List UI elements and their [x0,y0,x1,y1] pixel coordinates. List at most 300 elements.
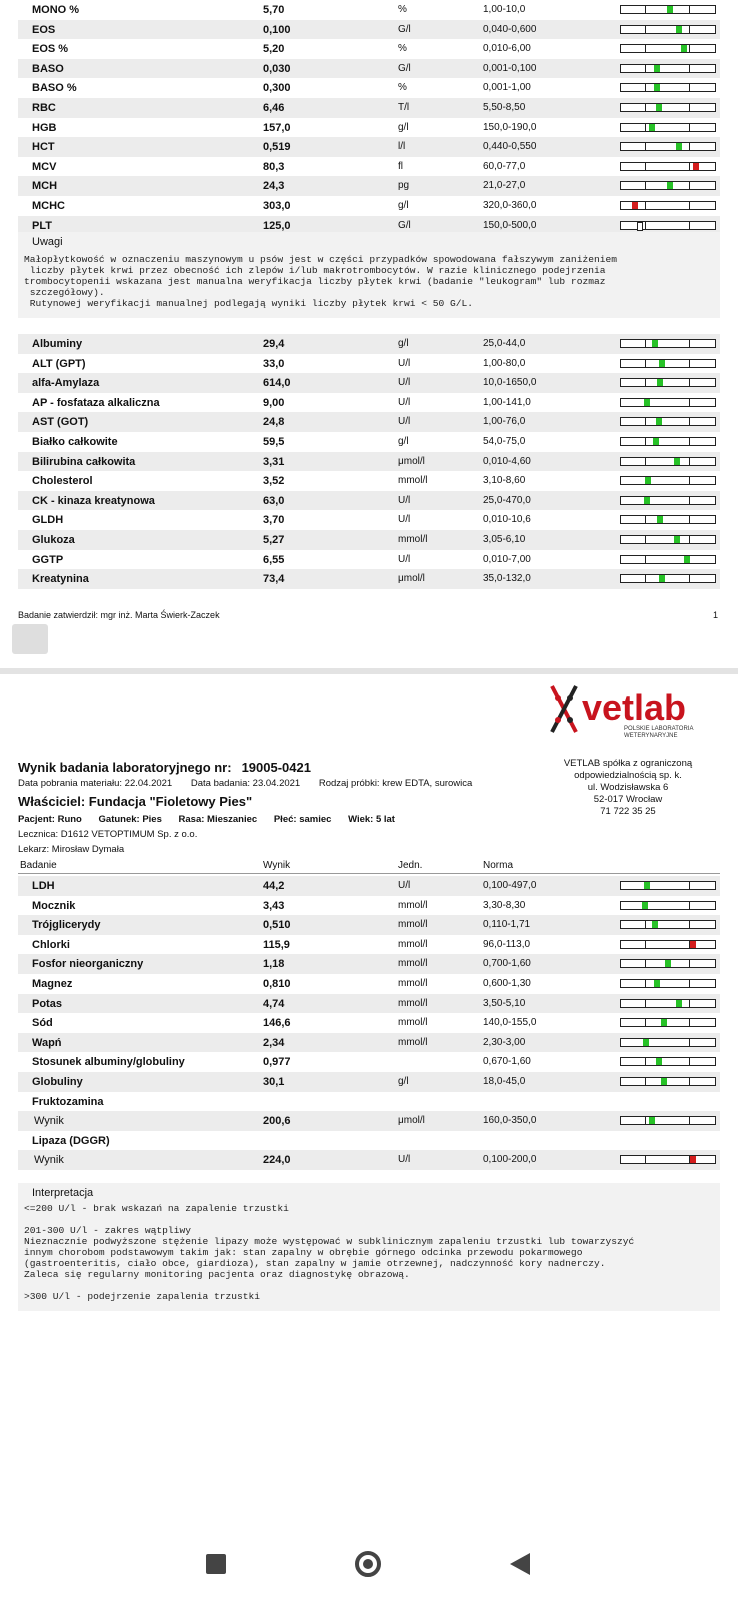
gauge-marker [652,921,658,928]
gauge-marker [690,1156,696,1163]
gauge-high-tick [689,980,690,987]
test-name: AP - fosfataza alkaliczna [32,396,160,409]
test-name: Sód [32,1017,53,1030]
interp-doubtful: 201-300 U/l - zakres wątpliwy Nieznacznie podwyższone stężenie lipazy może występować w subklinicznym zapaleniu trzustki lub towarzyszyć innym chorobom podstawowym takim jak: stan zapalny w obrębie górnego odcinka przewodu pokarmowego (gastroenteritis, ciało obce, giardioza), stan zapalny w jamie otrzewnej, nadczynność kory nadnerczy. Zaleca się regularny monitoring pacjenta oraz diagnostykę obrazową. [24,1225,635,1280]
table-row [18,915,720,935]
range-gauge [620,44,716,53]
table-row [18,432,720,452]
interp-normal: <=200 U/l - brak wskazań na zapalenie trzustki [24,1203,289,1214]
test-name: Wapń [32,1036,62,1049]
test-norm: 96,0-113,0 [483,938,531,950]
test-norm: 25,0-470,0 [483,494,531,506]
gauge-high-tick [689,1039,690,1046]
notes-text: Małopłytkowość w oznaczeniu maszynowym u psów jest w części przypadków spowodowana fałszywym zaniżeniem liczby płytek krwi przez obecność ich zlepów i/lub makrotrombocytów. W razie klinicznego podejrzenia trombocytopenii wskazana jest manualna weryfikacja liczby płytek krwi (badanie "leukogram" lub rozmaz szczegółowy). Rutynowej weryfikacji manualnej podlegają wyniki liczby płytek krwi < 50 G/L. [24,254,617,309]
table-row [18,1072,720,1092]
range-gauge [620,64,716,73]
gauge-low-tick [645,536,646,543]
species: Gatunek: Pies [98,814,162,825]
test-norm: 320,0-360,0 [483,199,537,211]
test-name: Potas [32,997,62,1010]
test-unit: mmol/l [398,977,428,989]
test-unit: G/l [398,23,411,35]
vetlab-logo [548,680,708,742]
test-norm: 10,0-1650,0 [483,377,537,389]
test-unit: U/l [398,396,411,408]
test-value: 73,4 [263,573,285,586]
range-gauge [620,1155,716,1164]
gauge-marker [676,1000,682,1007]
test-value: 146,6 [263,1017,291,1030]
company-line: 52-017 Wrocław [593,794,663,805]
gauge-low-tick [645,45,646,52]
table-row [18,994,720,1014]
back-triangle-icon [510,1553,530,1575]
sex: Płeć: samiec [273,814,332,825]
test-norm: 150,0-500,0 [483,219,537,231]
test-norm: 0,100-200,0 [483,1154,537,1166]
test-norm: 1,00-76,0 [483,416,526,428]
test-value: 0,519 [263,141,291,154]
gauge-high-tick [689,143,690,150]
table-row [18,1013,720,1033]
confirmed-by: Badanie zatwierdził: mgr inż. Marta Świerk-Zaczek [18,610,220,620]
test-name: Globuliny [32,1075,83,1088]
test-unit: U/l [398,416,411,428]
gauge-marker [676,26,682,33]
test-name: Magnez [32,977,73,990]
test-norm: 0,700-1,60 [483,958,531,970]
test-value: 125,0 [263,219,291,232]
range-gauge [620,1077,716,1086]
range-gauge [620,1116,716,1125]
test-name: ALT (GPT) [32,357,86,370]
test-value: 303,0 [263,199,291,212]
test-value: 1,18 [263,958,285,971]
test-unit: U/l [398,514,411,526]
square-icon [206,1554,226,1574]
range-gauge [620,535,716,544]
biochemistry-table [18,334,720,589]
gauge-marker [654,980,660,987]
range-gauge [620,999,716,1008]
test-value: 4,74 [263,997,285,1010]
table-row [18,491,720,511]
range-gauge [620,359,716,368]
table-row [18,334,720,354]
gauge-low-tick [645,458,646,465]
range-gauge [620,574,716,583]
test-value: 30,1 [263,1075,285,1088]
test-value: 0,977 [263,1056,291,1069]
table-row [18,373,720,393]
test-unit: mmol/l [398,997,428,1009]
test-value: 115,9 [263,938,290,951]
test-unit: mmol/l [398,1036,428,1048]
clinic: Lecznica: D1612 VETOPTIMUM Sp. z o.o. [18,829,198,840]
dna-icon [552,686,576,732]
gauge-marker [684,556,690,563]
gauge-high-tick [689,104,690,111]
gauge-low-tick [645,222,646,229]
test-norm: 0,600-1,30 [483,977,531,989]
test-name: GGTP [32,553,64,566]
test-value: 0,300 [263,82,291,95]
gauge-marker [649,1117,655,1124]
test-name: Trójglicerydy [32,919,101,932]
test-name: Białko całkowite [32,435,118,448]
range-gauge [620,515,716,524]
test-unit: g/l [398,338,409,349]
gauge-high-tick [689,882,690,889]
test-unit: U/l [398,553,411,565]
gauge-marker [674,458,680,465]
test-norm: 150,0-190,0 [483,121,537,133]
gauge-marker [657,379,663,386]
table-row [18,1033,720,1053]
test-value: 63,0 [263,494,285,507]
gauge-marker [637,222,643,231]
gauge-marker [652,340,658,347]
test-value: 59,5 [263,435,285,448]
age: Wiek: 5 lat [348,814,395,825]
test-name: Wynik [34,1115,64,1128]
test-norm: 160,0-350,0 [483,1115,537,1127]
range-gauge [620,162,716,171]
table-row [18,39,720,59]
gauge-high-tick [689,360,690,367]
recents-button[interactable] [196,1544,236,1584]
gauge-high-tick [689,1019,690,1026]
interp-suspected: >300 U/l - podejrzenie zapalenia trzustki [24,1291,261,1302]
test-norm: 3,30-8,30 [483,899,526,911]
gauge-high-tick [689,163,690,170]
gauge-high-tick [689,6,690,13]
gauge-high-tick [689,84,690,91]
gauge-marker [656,418,662,425]
sample-date: Data pobrania materiału: 22.04.2021 [18,778,173,789]
range-gauge [620,940,716,949]
test-name: Fosfor nieorganiczny [32,958,144,971]
gauge-marker [645,477,651,484]
gauge-low-tick [645,921,646,928]
test-unit: fl [398,160,403,172]
gauge-marker [644,399,650,406]
gauge-high-tick [689,516,690,523]
test-norm: 3,05-6,10 [483,533,526,545]
report-title [18,760,311,775]
test-unit: μmol/l [398,455,425,467]
gauge-high-tick [689,438,690,445]
test-value: 0,030 [263,62,291,75]
test-name: MONO % [32,4,80,16]
test-name: EOS % [32,43,69,56]
patient-name: Pacjent: Runo [18,814,82,825]
test-norm: 1,00-10,0 [483,4,526,15]
test-norm: 140,0-155,0 [483,1017,537,1029]
test-norm: 3,10-8,60 [483,475,526,487]
test-name: MCHC [32,199,65,212]
header-unit: Jedn. [398,860,423,871]
test-value: 24,8 [263,416,285,429]
gauge-low-tick [645,340,646,347]
table-row [18,1150,720,1170]
gauge-marker [665,960,671,967]
test-unit: g/l [398,121,409,133]
test-norm: 0,010-7,00 [483,553,531,565]
range-gauge [620,437,716,446]
gauge-low-tick [645,1058,646,1065]
test-unit: U/l [398,1154,411,1166]
header-result: Wynik [263,860,291,871]
test-value: 5,70 [263,4,285,16]
test-name: RBC [32,101,56,114]
gauge-high-tick [689,536,690,543]
test-unit: U/l [398,377,411,389]
test-unit: % [398,43,407,55]
range-gauge [620,881,716,890]
gauge-low-tick [645,163,646,170]
back-button[interactable] [500,1544,540,1584]
gauge-high-tick [689,399,690,406]
test-value: 33,0 [263,357,285,370]
test-name: Kreatynina [32,573,89,586]
test-norm: 0,440-0,550 [483,141,537,153]
gauge-low-tick [645,418,646,425]
gauge-high-tick [689,960,690,967]
range-gauge [620,959,716,968]
table-row [18,471,720,491]
notes-box [18,232,720,318]
table-row [18,510,720,530]
gauge-marker [656,104,662,111]
gauge-low-tick [645,379,646,386]
table-row [18,530,720,550]
sample-type: Rodzaj próbki: krew EDTA, surowica [318,778,473,789]
test-unit: mmol/l [398,533,428,545]
test-unit: mmol/l [398,475,428,487]
test-norm: 1,00-141,0 [483,396,531,408]
table-row [18,157,720,177]
test-unit: G/l [398,219,411,231]
company-line: ul. Wodzisławska 6 [587,782,669,793]
gauge-marker [667,6,673,13]
gauge-marker [693,163,699,170]
test-value: 224,0 [263,1154,291,1167]
table-row [18,137,720,157]
test-name: BASO % [32,82,77,95]
test-name: Glukoza [32,533,75,546]
company-line: VETLAB spółka z ograniczoną [563,758,693,769]
test-value: 29,4 [263,338,285,350]
test-name: PLT [32,219,52,232]
test-norm: 60,0-77,0 [483,160,526,172]
range-gauge [620,142,716,151]
gauge-high-tick [689,418,690,425]
range-gauge [620,83,716,92]
test-unit: mmol/l [398,1017,428,1029]
test-unit: % [398,4,407,15]
test-unit: % [398,82,407,94]
test-norm: 35,0-132,0 [483,573,531,585]
hematology-table [18,0,720,235]
table-row [18,412,720,432]
test-value: 3,31 [263,455,285,468]
gauge-high-tick [689,202,690,209]
gauge-low-tick [645,516,646,523]
report-number: 19005-0421 [241,760,311,775]
table-row [18,393,720,413]
test-value: 3,52 [263,475,285,488]
test-name: Fruktozamina [32,1095,104,1108]
gauge-low-tick [645,202,646,209]
range-gauge [620,123,716,132]
test-unit: G/l [398,62,411,74]
test-norm: 0,010-4,60 [483,455,531,467]
home-button[interactable] [348,1544,388,1584]
report-page-2 [0,674,738,1520]
table-row [18,78,720,98]
gauge-marker [667,182,673,189]
logo-sub1: POLSKIE LABORATORIA [624,726,694,732]
interpretation-box [18,1183,720,1311]
test-norm: 0,001-0,100 [483,62,537,74]
gauge-marker [690,941,696,948]
gauge-high-tick [689,182,690,189]
gauge-low-tick [645,941,646,948]
table-row [18,550,720,570]
table-row [18,452,720,472]
gauge-marker [674,536,680,543]
test-norm: 0,110-1,71 [483,919,531,931]
report-page-1 [0,0,738,668]
breed: Rasa: Mieszaniec [178,814,258,825]
test-value: 9,00 [263,396,285,409]
range-gauge [620,496,716,505]
test-norm: 3,50-5,10 [483,997,526,1009]
gauge-high-tick [689,26,690,33]
range-gauge [620,201,716,210]
test-value: 44,2 [263,880,285,892]
gauge-low-tick [645,1156,646,1163]
test-value: 0,510 [263,919,291,932]
gauge-high-tick [689,1000,690,1007]
gauge-low-tick [645,26,646,33]
gauge-marker [632,202,638,209]
range-gauge [620,901,716,910]
gauge-low-tick [645,182,646,189]
gauge-marker [676,143,682,150]
gauge-low-tick [645,1000,646,1007]
test-value: 2,34 [263,1036,285,1049]
test-unit: g/l [398,1075,409,1087]
gauge-marker [654,84,660,91]
table-row [18,935,720,955]
gauge-high-tick [689,1058,690,1065]
test-name: LDH [32,880,55,892]
gauge-marker [653,438,659,445]
navigation-bar [0,1520,738,1600]
logo-text: vetlab [582,687,687,728]
gauge-high-tick [689,45,690,52]
test-name: BASO [32,62,64,75]
test-name: EOS [32,23,56,36]
range-gauge [620,979,716,988]
test-value: 5,27 [263,533,285,546]
test-norm: 0,040-0,600 [483,23,537,35]
patient-line [18,814,409,825]
gauge-low-tick [645,65,646,72]
test-norm: 1,00-80,0 [483,357,526,369]
gauge-high-tick [689,65,690,72]
range-gauge [620,5,716,14]
gauge-marker [644,497,650,504]
gauge-marker [643,1039,649,1046]
table-row [18,354,720,374]
gauge-high-tick [689,902,690,909]
gauge-high-tick [689,340,690,347]
test-value: 0,100 [263,23,291,36]
test-value: 0,810 [263,977,291,990]
test-norm: 0,100-497,0 [483,880,537,891]
gauge-high-tick [689,921,690,928]
gauge-low-tick [645,6,646,13]
results-table [18,876,720,1170]
gauge-marker [649,124,655,131]
test-unit: pg [398,180,410,192]
test-value: 5,20 [263,43,285,56]
test-date: Data badania: 23.04.2021 [190,778,301,789]
range-gauge [620,457,716,466]
header-test: Badanie [20,860,57,871]
table-row [18,59,720,79]
table-row [18,1052,720,1072]
test-name: Lipaza (DGGR) [32,1134,110,1147]
test-unit: mmol/l [398,919,428,931]
test-name: MCH [32,180,58,193]
gauge-low-tick [645,104,646,111]
gauge-marker [656,1058,662,1065]
table-row [18,569,720,589]
gauge-low-tick [645,575,646,582]
test-norm: 0,670-1,60 [483,1056,531,1068]
interp-title: Interpretacja [32,1187,94,1199]
gauge-low-tick [645,1078,646,1085]
doctor: Lekarz: Mirosław Dymała [18,844,125,855]
test-name: Bilirubina całkowita [32,455,136,468]
table-row [18,118,720,138]
gauge-low-tick [645,960,646,967]
home-circle-icon [355,1551,381,1577]
notes-title: Uwagi [32,236,63,248]
gauge-high-tick [689,458,690,465]
test-norm: 54,0-75,0 [483,435,526,447]
gauge-low-tick [645,1117,646,1124]
header-norm: Norma [483,860,514,871]
gauge-low-tick [645,84,646,91]
table-row [18,20,720,40]
gauge-high-tick [689,222,690,229]
test-unit: T/l [398,101,410,113]
gauge-high-tick [689,379,690,386]
gauge-marker [642,902,648,909]
gauge-high-tick [689,1117,690,1124]
range-gauge [620,1018,716,1027]
table-row [18,954,720,974]
test-unit: g/l [398,435,409,447]
test-norm: 0,010-10,6 [483,514,531,526]
page-thumbnail-handle[interactable] [12,624,48,654]
range-gauge [620,920,716,929]
